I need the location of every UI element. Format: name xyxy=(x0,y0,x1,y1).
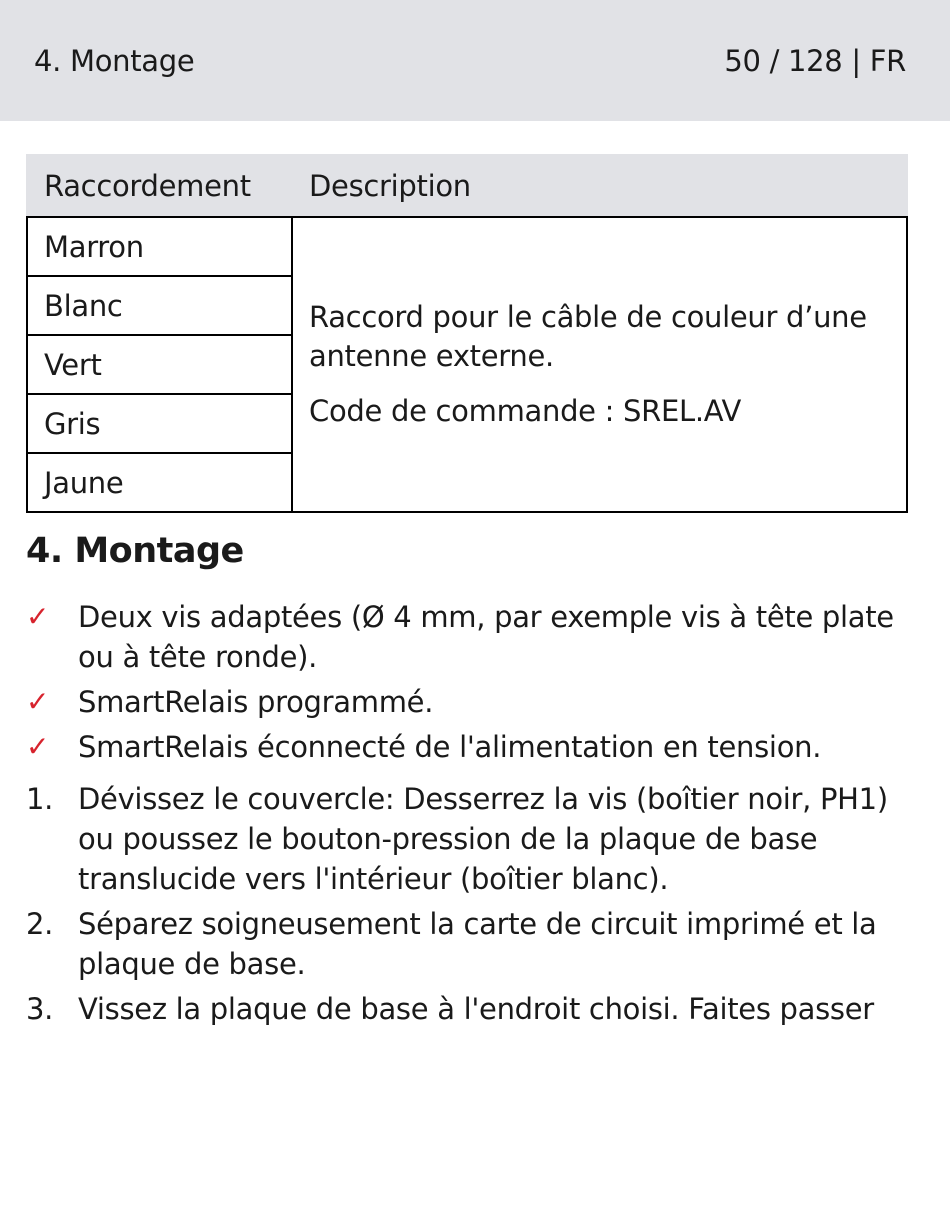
step-text: Dévissez le couvercle: Desserrez la vis (boîtier noir, PH1) ou poussez le bouton-pression de la plaque de base translucide vers l'intérieur (boîtier blanc). xyxy=(78,782,888,896)
list-item xyxy=(26,597,908,677)
step-text: Séparez soigneusement la carte de circuit imprimé et la plaque de base. xyxy=(78,907,877,981)
step-item xyxy=(26,989,908,1029)
list-item xyxy=(26,682,908,722)
connection-cell: Gris xyxy=(27,394,292,453)
header-section-title: 4. Montage xyxy=(34,43,195,78)
checkmark-icon: ✓ xyxy=(26,730,50,763)
connection-cell: Blanc xyxy=(27,276,292,335)
list-item xyxy=(26,727,908,767)
connection-cell: Vert xyxy=(27,335,292,394)
table-header-row xyxy=(27,155,907,217)
list-item-text: Deux vis adaptées (Ø 4 mm, par exemple vis à tête plate ou à tête ronde). xyxy=(78,600,894,674)
prerequisites-list xyxy=(26,597,908,767)
checkmark-icon: ✓ xyxy=(26,685,50,718)
list-item-text: SmartRelais programmé. xyxy=(78,685,434,719)
checkmark-icon: ✓ xyxy=(26,600,50,633)
steps-list xyxy=(26,779,908,1029)
page-content xyxy=(0,121,950,1029)
table-row xyxy=(27,217,907,276)
connection-cell: Jaune xyxy=(27,453,292,512)
column-header-connection: Raccordement xyxy=(27,155,292,217)
column-header-description: Description xyxy=(292,155,907,217)
step-item xyxy=(26,779,908,899)
order-code-text: Code de commande : SREL.AV xyxy=(309,394,742,429)
connection-table xyxy=(26,154,908,513)
section-heading: 4. Montage xyxy=(26,531,244,571)
step-text: Vissez la plaque de base à l'endroit choisi. Faites passer xyxy=(78,992,874,1026)
step-number: 1. xyxy=(26,782,54,816)
description-cell xyxy=(292,217,907,512)
connection-cell: Marron xyxy=(27,217,292,276)
list-item-text: SmartRelais éconnecté de l'alimentation en tension. xyxy=(78,730,822,764)
step-number: 2. xyxy=(26,907,54,941)
step-item xyxy=(26,904,908,984)
page-header xyxy=(0,0,950,121)
step-number: 3. xyxy=(26,992,54,1026)
description-text: Raccord pour le câble de couleur d’une antenne externe. xyxy=(309,299,867,373)
page-indicator: 50 / 128 | FR xyxy=(724,43,906,78)
